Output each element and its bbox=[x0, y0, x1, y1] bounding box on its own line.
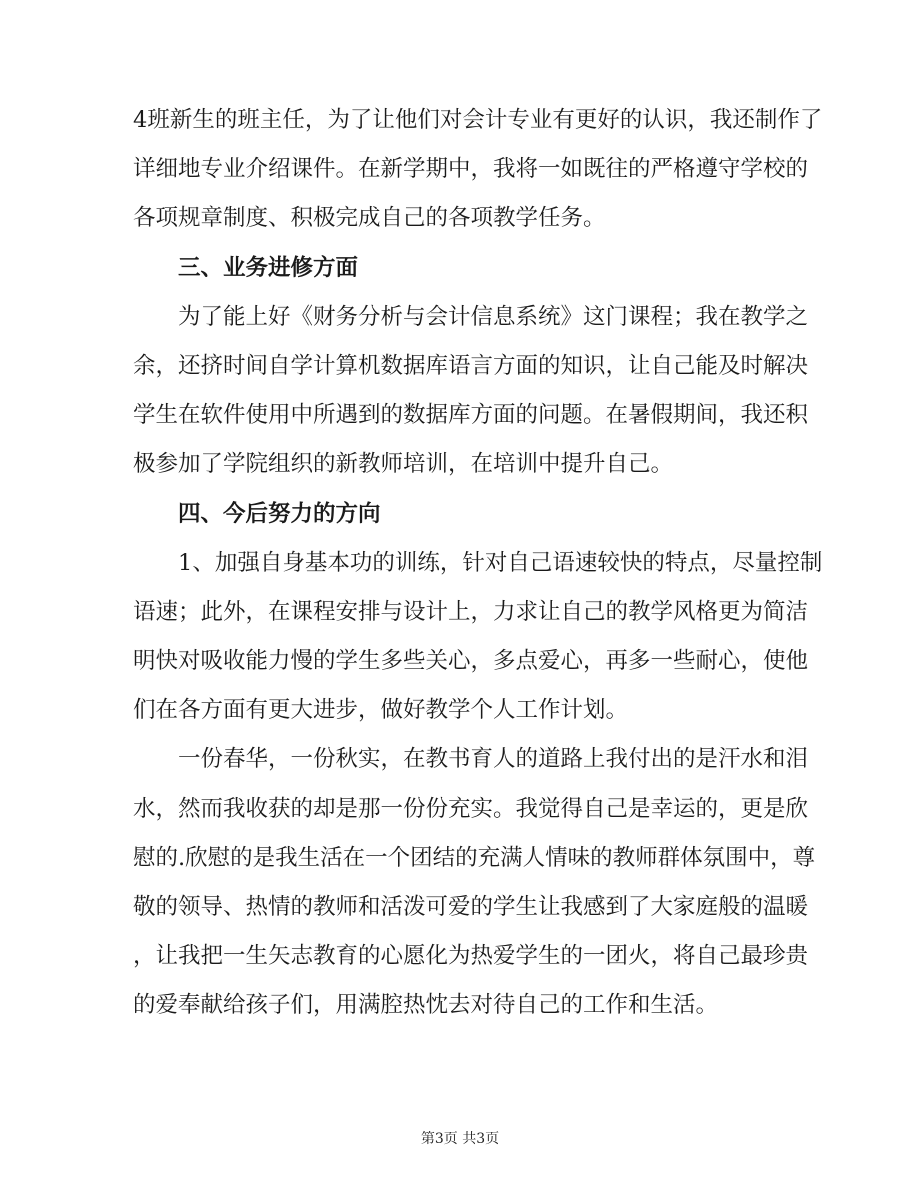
document-page bbox=[133, 96, 823, 1031]
text-line: 4班新生的班主任，为了让他们对会计专业有更好的认识，我还制作了 bbox=[133, 107, 823, 133]
text-line: 余，还挤时间自学计算机数据库语言方面的知识，让自己能及时解决 bbox=[133, 352, 809, 379]
paragraph-continued bbox=[133, 96, 823, 244]
text-line: ，让我把一生矢志教育的心愿化为热爱学生的一团火，将自己最珍贵 bbox=[133, 943, 809, 970]
section-heading-3: 三、业务进修方面 bbox=[178, 254, 359, 281]
text-line: 慰的.欣慰的是我生活在一个团结的充满人情味的教师群体氛围中，尊 bbox=[133, 844, 816, 871]
text-line: 极参加了学院组织的新教师培训，在培训中提升自己。 bbox=[133, 451, 674, 478]
text-line: 详细地专业介绍课件。在新学期中，我将一如既往的严格遵守学校的 bbox=[133, 156, 809, 183]
paragraph-improvement-1 bbox=[133, 539, 823, 736]
text-line: 敬的领导、热情的教师和活泼可爱的学生让我感到了大家庭般的温暖 bbox=[133, 894, 809, 920]
text-line: 学生在软件使用中所遇到的数据库方面的问题。在暑假期间，我还积 bbox=[133, 402, 809, 429]
text-line: 各项规章制度、积极完成自己的各项教学任务。 bbox=[133, 205, 606, 232]
page-number-footer: 第3页 共3页 bbox=[420, 1131, 500, 1147]
text-line: 为了能上好《财务分析与会计信息系统》这门课程；我在教学之 bbox=[178, 303, 809, 330]
text-line: 一份春华，一份秋实，在教书育人的道路上我付出的是汗水和泪 bbox=[178, 746, 809, 773]
text-line: 们在各方面有更大进步，做好教学个人工作计划。 bbox=[133, 697, 629, 724]
text-line: 水，然而我收获的却是那一份份充实。我觉得自己是幸运的，更是欣 bbox=[133, 795, 809, 822]
section-heading-4: 四、今后努力的方向 bbox=[178, 500, 381, 527]
text-line: 明快对吸收能力慢的学生多些关心，多点爱心，再多一些耐心，使他 bbox=[133, 648, 809, 675]
paragraph-closing bbox=[133, 735, 816, 1030]
text-line: 1、加强自身基本功的训练，针对自己语速较快的特点，尽量控制 bbox=[178, 549, 823, 576]
text-line: 语速；此外，在课程安排与设计上，力求让自己的教学风格更为简洁 bbox=[133, 598, 809, 625]
paragraph-professional-study bbox=[133, 293, 809, 490]
text-line: 的爱奉献给孩子们，用满腔热忱去对待自己的工作和生活。 bbox=[133, 992, 719, 1019]
